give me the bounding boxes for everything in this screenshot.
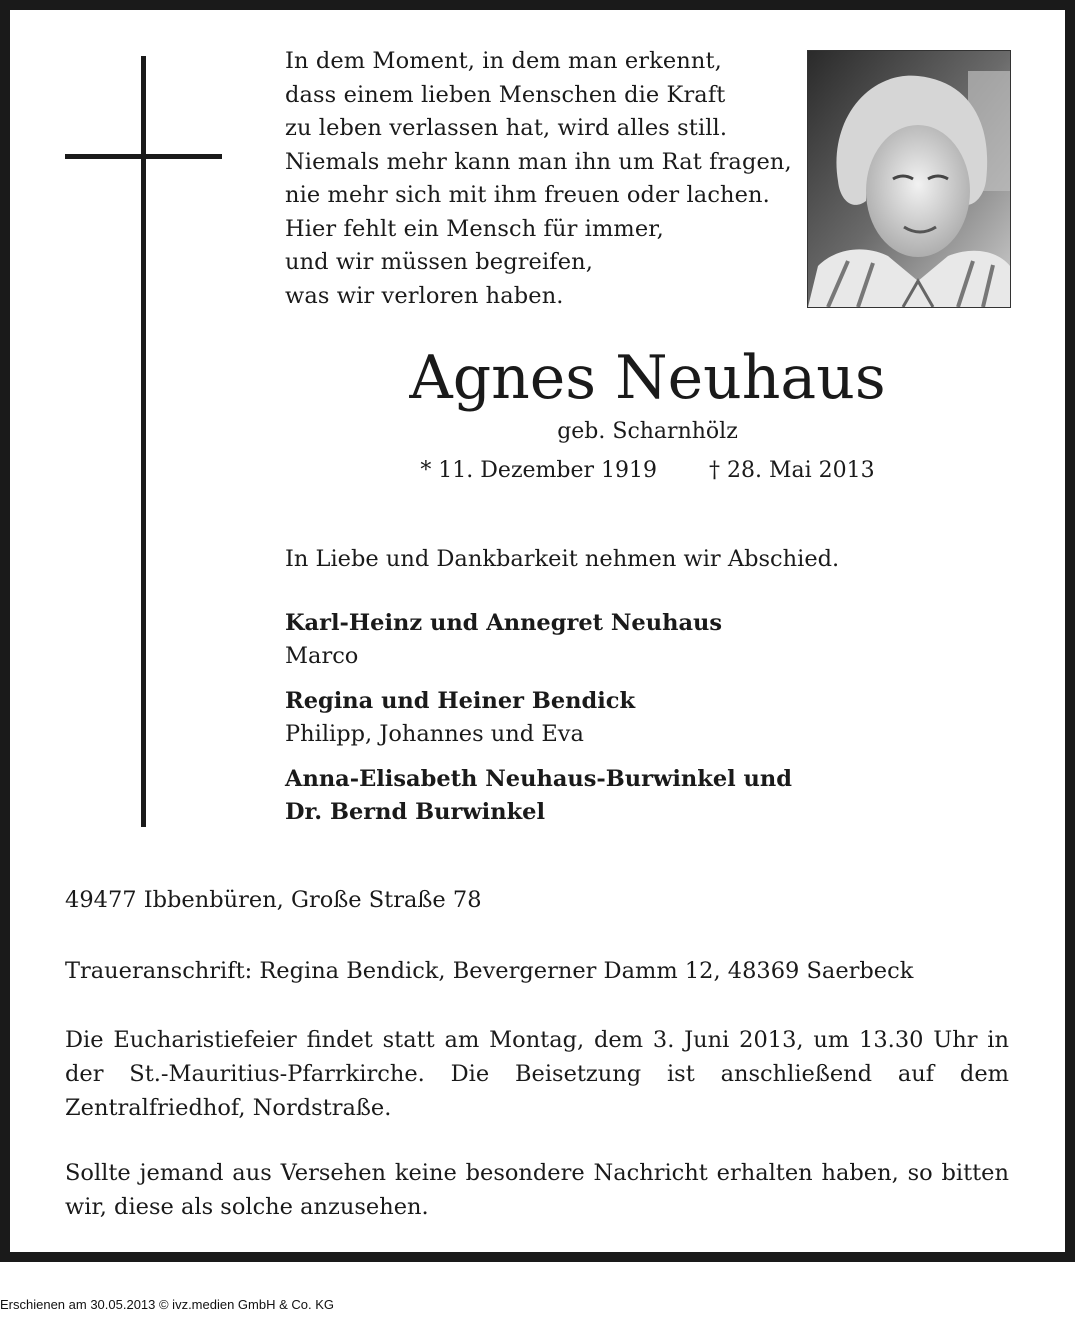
family-group (285, 763, 1005, 829)
family-main-cont: Dr. Bernd Burwinkel (285, 799, 546, 825)
farewell-text: In Liebe und Dankbarkeit nehmen wir Abschied. (285, 546, 840, 572)
family-list (285, 607, 1005, 829)
mass-info: Die Eucharistiefeier findet statt am Montag, dem 3. Juni 2013, um 13.30 Uhr in der St.-Mauritius-Pfarrkirche. Die Beisetzung ist anschließend auf dem Zentralfriedhof, Nordstraße. (65, 1027, 1009, 1121)
poem-line: zu leben verlassen hat, wird alles still. (285, 115, 728, 141)
family-main: Karl-Heinz und Annegret Neuhaus (285, 610, 723, 636)
poem-line: In dem Moment, in dem man erkennt, (285, 48, 722, 74)
poem-line: dass einem lieben Menschen die Kraft (285, 81, 726, 108)
birth-date: * 11. Dezember 1919 (420, 458, 658, 483)
mourning-address: Traueranschrift: Regina Bendick, Bevergerner Damm 12, 48369 Saerbeck (65, 958, 914, 984)
notice-text: Sollte jemand aus Versehen keine besondere Nachricht erhalten haben, so bitten wir, diese als solche anzusehen. (65, 1160, 1009, 1220)
deceased-name: Agnes Neuhaus (409, 343, 886, 413)
poem-line: Hier fehlt ein Mensch für immer, (285, 215, 664, 242)
family-sub: Philipp, Johannes und Eva (285, 721, 584, 747)
family-group (285, 607, 1005, 673)
poem-line: nie mehr sich mit ihm freuen oder lachen. (285, 182, 770, 208)
cross-icon-bar (65, 154, 222, 159)
family-group (285, 685, 1005, 751)
poem-line: Niemals mehr kann man ihn um Rat fragen, (285, 148, 792, 175)
family-main: Anna-Elisabeth Neuhaus-Burwinkel und (285, 766, 792, 792)
family-main: Regina und Heiner Bendick (285, 688, 636, 714)
death-date: † 28. Mai 2013 (709, 458, 875, 483)
cross-icon (141, 56, 146, 827)
life-dates (300, 456, 995, 486)
poem-line: und wir müssen begreifen, (285, 249, 593, 275)
family-sub: Marco (285, 643, 359, 669)
poem (285, 45, 795, 313)
portrait-photo (807, 50, 1011, 308)
publication-footer: Erschienen am 30.05.2013 © ivz.medien GmbH & Co. KG (0, 1297, 335, 1312)
poem-line: was wir verloren haben. (285, 282, 564, 309)
birth-name: geb. Scharnhölz (557, 419, 738, 444)
home-address: 49477 Ibbenbüren, Große Straße 78 (65, 887, 482, 913)
